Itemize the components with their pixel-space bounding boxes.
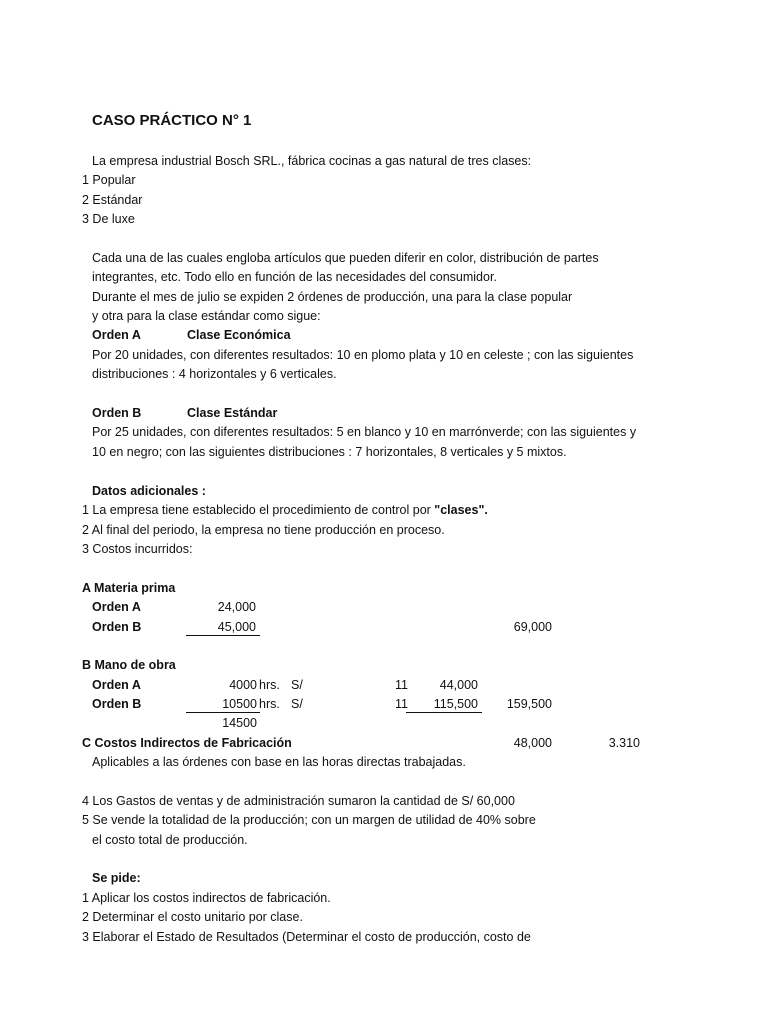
paragraph-line: Cada una de las cuales engloba artículos que pueden diferir en color, distribución de partes (92, 251, 599, 265)
mano-orden-a-label: Orden A (92, 678, 141, 692)
datos-item-1 (82, 502, 488, 518)
cif-note: Aplicables a las órdenes con base en las horas directas trabajadas. (92, 755, 466, 769)
mano-orden-b-hours: 10500 (222, 697, 257, 711)
datos-heading: Datos adicionales : (92, 484, 206, 498)
materia-orden-a-label: Orden A (92, 600, 141, 614)
materia-orden-b-value (186, 619, 260, 636)
paragraph-line: integrantes, etc. Todo ello en función de las necesidades del consumidor. (92, 270, 497, 284)
additional-item-4: 4 Los Gastos de ventas y de administración sumaron la cantidad de S/ 60,000 (82, 794, 515, 808)
orden-b-line: 10 en negro; con las siguientes distribuciones : 7 horizontales, 8 verticales y 5 mixtos. (92, 445, 567, 459)
page-title: CASO PRÁCTICO N° 1 (92, 112, 252, 129)
materia-orden-b-value-text: 45,000 (217, 620, 256, 634)
mano-orden-a-hours: 4000 (229, 678, 257, 692)
orden-b-line: Por 25 unidades, con diferentes resultados: 5 en blanco y 10 en marrónverde; con las siguientes y (92, 425, 637, 439)
class-item-estandar: 2 Estándar (82, 193, 143, 207)
class-item-popular: 1 Popular (82, 173, 136, 187)
se-pide-heading: Se pide: (92, 871, 141, 885)
mano-orden-b-label: Orden B (92, 697, 142, 711)
mano-orden-b-currency: S/ (291, 697, 303, 711)
se-pide-item-2: 2 Determinar el costo unitario por clase. (82, 910, 303, 924)
class-item-deluxe: 3 De luxe (82, 212, 135, 226)
cif-amount: 48,000 (513, 736, 552, 750)
intro-text: La empresa industrial Bosch SRL., fábrica cocinas a gas natural de tres clases: (92, 154, 532, 168)
mano-orden-b-rate: 11 (395, 697, 408, 711)
datos-item-1-bold: "clases". (434, 503, 488, 517)
additional-item-5: 5 Se vende la totalidad de la producción; con un margen de utilidad de 40% sobre (82, 813, 536, 827)
orden-a-line: distribuciones : 4 horizontales y 6 verticales. (92, 367, 337, 381)
paragraph-line: y otra para la clase estándar como sigue: (92, 309, 321, 323)
se-pide-item-3: 3 Elaborar el Estado de Resultados (Determinar el costo de producción, costo de (82, 930, 531, 944)
orden-a-label: Orden A (92, 328, 141, 342)
mano-hours-total: 14500 (222, 716, 257, 730)
cif-rate: 3.310 (608, 736, 640, 750)
materia-orden-a-value: 24,000 (217, 600, 256, 614)
materia-total: 69,000 (513, 620, 552, 634)
cif-heading: C Costos Indirectos de Fabricación (82, 736, 292, 750)
mano-orden-a-unit: hrs. (259, 678, 280, 692)
mano-orden-a-amount: 44,000 (439, 678, 478, 692)
orden-a-line: Por 20 unidades, con diferentes resultados: 10 en plomo plata y 10 en celeste ; con las siguientes (92, 348, 634, 362)
datos-item-3: 3 Costos incurridos: (82, 542, 193, 556)
materia-heading: A Materia prima (82, 581, 176, 595)
mano-orden-a-currency: S/ (291, 678, 303, 692)
orden-b-clase: Clase Estándar (187, 406, 278, 420)
additional-item-5-cont: el costo total de producción. (92, 833, 248, 847)
se-pide-item-1: 1 Aplicar los costos indirectos de fabricación. (82, 891, 331, 905)
mano-total: 159,500 (506, 697, 552, 711)
mano-heading: B Mano de obra (82, 658, 176, 672)
orden-b-label: Orden B (92, 406, 142, 420)
orden-a-clase: Clase Económica (187, 328, 291, 342)
materia-orden-b-label: Orden B (92, 620, 142, 634)
mano-orden-b-amount: 115,500 (433, 697, 478, 711)
paragraph-line: Durante el mes de julio se expiden 2 órdenes de producción, una para la clase popular (92, 290, 573, 304)
datos-item-2: 2 Al final del periodo, la empresa no tiene producción en proceso. (82, 523, 445, 537)
mano-orden-b-unit: hrs. (259, 697, 280, 711)
mano-orden-a-rate: 11 (395, 678, 408, 692)
datos-item-1-text: 1 La empresa tiene establecido el procedimiento de control por (82, 503, 435, 517)
